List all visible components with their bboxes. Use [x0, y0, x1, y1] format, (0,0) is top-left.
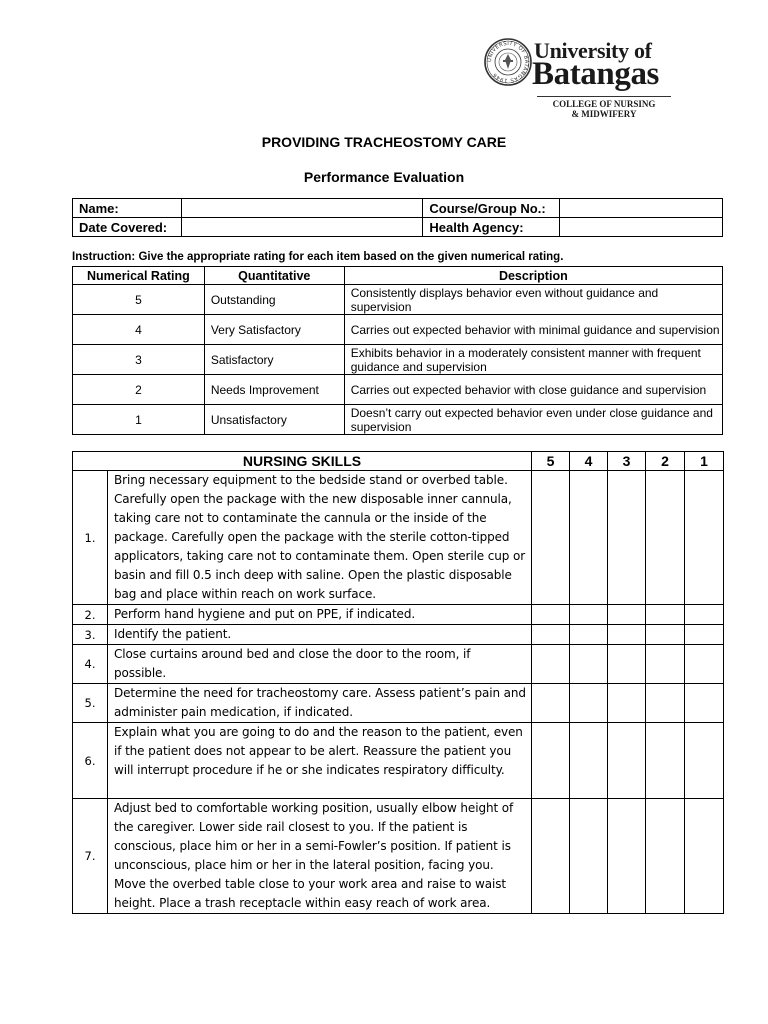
rating-cell-3[interactable]: [608, 645, 646, 684]
rating-row: [73, 405, 723, 435]
rating-cell-2[interactable]: [646, 625, 685, 645]
skill-text: Determine the need for tracheostomy care. Assess patient’s pain and administer pain medication, if indicated.: [108, 684, 532, 723]
rating-quantitative: Needs Improvement: [204, 375, 344, 405]
rating-cell-3[interactable]: [608, 471, 646, 605]
rating-value: 3: [73, 345, 205, 375]
rating-value: 2: [73, 375, 205, 405]
rating-cell-3[interactable]: [608, 799, 646, 914]
skill-row: [73, 645, 724, 684]
form-title: PROVIDING TRACHEOSTOMY CARE: [261, 134, 507, 150]
seal-text: UNIVERSITY OF BATANGAS 1946: [486, 40, 530, 84]
skill-text: Bring necessary equipment to the bedside stand or overbed table. Carefully open the package with the new disposable inner cannula, taking care not to contaminate the cannula or the inside of the package. Carefully open the package with the sterile cotton-tipped applicators, taking care not to contaminate them. Open sterile cup or basin and fill 0.5 inch deep with saline. Open the plastic disposable bag and place within reach on work surface.: [108, 471, 532, 605]
rating-cell-1[interactable]: [685, 723, 724, 799]
rating-row: [73, 375, 723, 405]
rating-cell-1[interactable]: [685, 799, 724, 914]
skill-row: [73, 625, 724, 645]
rating-cell-5[interactable]: [532, 684, 570, 723]
rating-cell-5[interactable]: [532, 605, 570, 625]
scale-header-2: 2: [646, 452, 685, 471]
rating-description: Consistently displays behavior even without guidance and supervision: [344, 285, 722, 315]
scale-header-1: 1: [685, 452, 724, 471]
scale-header-5: 5: [532, 452, 570, 471]
rating-cell-3[interactable]: [608, 605, 646, 625]
rating-cell-2[interactable]: [646, 799, 685, 914]
rating-cell-5[interactable]: [532, 799, 570, 914]
college-name-line1: COLLEGE OF NURSING: [552, 99, 656, 109]
rating-cell-4[interactable]: [570, 605, 608, 625]
name-label: Name:: [73, 199, 182, 218]
skill-text: Explain what you are going to do and the reason to the patient, even if the patient does not appear to be alert. Reassure the patient you will interrupt procedure if he or she indicates respiratory difficulty.: [108, 723, 532, 799]
date-covered-label: Date Covered:: [73, 218, 182, 237]
skill-text: Adjust bed to comfortable working position, usually elbow height of the caregiver. Lower side rail closest to you. If the patient is conscious, place him or her in a semi-Fowler’s position. If patient is unconscious, place him or her in the lateral position, facing you. Move the overbed table close to your work area and raise to waist height. Place a trash receptacle within easy reach of work area.: [108, 799, 532, 914]
rating-cell-5[interactable]: [532, 625, 570, 645]
rating-cell-2[interactable]: [646, 471, 685, 605]
course-group-field[interactable]: [560, 199, 723, 218]
nursing-skills-header: NURSING SKILLS: [73, 452, 532, 471]
rating-description: Carries out expected behavior with close guidance and supervision: [344, 375, 722, 405]
student-info-table: [72, 198, 723, 237]
university-name-line2: Batangas: [532, 56, 659, 92]
skill-number: 3.: [73, 625, 108, 645]
rating-cell-4[interactable]: [570, 645, 608, 684]
course-group-label: Course/Group No.:: [423, 199, 560, 218]
skill-row: [73, 605, 724, 625]
skill-text: Perform hand hygiene and put on PPE, if indicated.: [108, 605, 532, 625]
health-agency-field[interactable]: [560, 218, 723, 237]
scale-header-4: 4: [570, 452, 608, 471]
logo-divider: [537, 96, 671, 97]
skill-number: 5.: [73, 684, 108, 723]
college-name: [537, 99, 671, 119]
rating-cell-4[interactable]: [570, 471, 608, 605]
rating-row: [73, 345, 723, 375]
rating-cell-2[interactable]: [646, 605, 685, 625]
rating-cell-3[interactable]: [608, 723, 646, 799]
skill-number: 6.: [73, 723, 108, 799]
rating-cell-4[interactable]: [570, 799, 608, 914]
rating-quantitative: Outstanding: [204, 285, 344, 315]
rating-cell-1[interactable]: [685, 471, 724, 605]
rating-header-quantitative: Quantitative: [204, 267, 344, 285]
instruction-text: Instruction: Give the appropriate rating for each item based on the given numerical rating.: [72, 251, 564, 263]
university-name-line1: University of: [534, 38, 652, 63]
rating-description: Exhibits behavior in a moderately consistent manner with frequent guidance and supervision: [344, 345, 722, 375]
university-logo: [484, 38, 684, 122]
rating-cell-4[interactable]: [570, 625, 608, 645]
rating-cell-4[interactable]: [570, 684, 608, 723]
date-covered-field[interactable]: [181, 218, 423, 237]
skill-row: [73, 684, 724, 723]
rating-scale-table: [72, 266, 723, 435]
rating-cell-2[interactable]: [646, 645, 685, 684]
rating-header-description: Description: [344, 267, 722, 285]
nursing-skills-table: [72, 451, 724, 914]
skill-number: 4.: [73, 645, 108, 684]
scale-header-3: 3: [608, 452, 646, 471]
rating-cell-1[interactable]: [685, 645, 724, 684]
rating-cell-1[interactable]: [685, 625, 724, 645]
rating-cell-2[interactable]: [646, 684, 685, 723]
rating-quantitative: Satisfactory: [204, 345, 344, 375]
rating-cell-1[interactable]: [685, 605, 724, 625]
rating-description: Doesn’t carry out expected behavior even under close guidance and supervision: [344, 405, 722, 435]
rating-cell-1[interactable]: [685, 684, 724, 723]
skill-text: Identify the patient.: [108, 625, 532, 645]
rating-cell-2[interactable]: [646, 723, 685, 799]
rating-quantitative: Unsatisfactory: [204, 405, 344, 435]
skill-number: 2.: [73, 605, 108, 625]
skill-row: [73, 723, 724, 799]
rating-value: 4: [73, 315, 205, 345]
rating-cell-4[interactable]: [570, 723, 608, 799]
rating-description: Carries out expected behavior with minimal guidance and supervision: [344, 315, 722, 345]
form-subtitle: Performance Evaluation: [303, 169, 465, 185]
rating-cell-3[interactable]: [608, 625, 646, 645]
name-field[interactable]: [181, 199, 423, 218]
rating-value: 5: [73, 285, 205, 315]
skill-number: 7.: [73, 799, 108, 914]
skill-row: [73, 799, 724, 914]
skill-number: 1.: [73, 471, 108, 605]
skill-row: [73, 471, 724, 605]
health-agency-label: Health Agency:: [423, 218, 560, 237]
rating-cell-5[interactable]: [532, 645, 570, 684]
rating-cell-5[interactable]: [532, 723, 570, 799]
college-name-line2: & MIDWIFERY: [571, 109, 637, 119]
university-seal-icon: [484, 38, 532, 86]
skill-text: Close curtains around bed and close the door to the room, if possible.: [108, 645, 532, 684]
rating-quantitative: Very Satisfactory: [204, 315, 344, 345]
rating-row: [73, 315, 723, 345]
rating-value: 1: [73, 405, 205, 435]
rating-row: [73, 285, 723, 315]
rating-cell-3[interactable]: [608, 684, 646, 723]
rating-cell-5[interactable]: [532, 471, 570, 605]
rating-header-numerical: Numerical Rating: [73, 267, 205, 285]
